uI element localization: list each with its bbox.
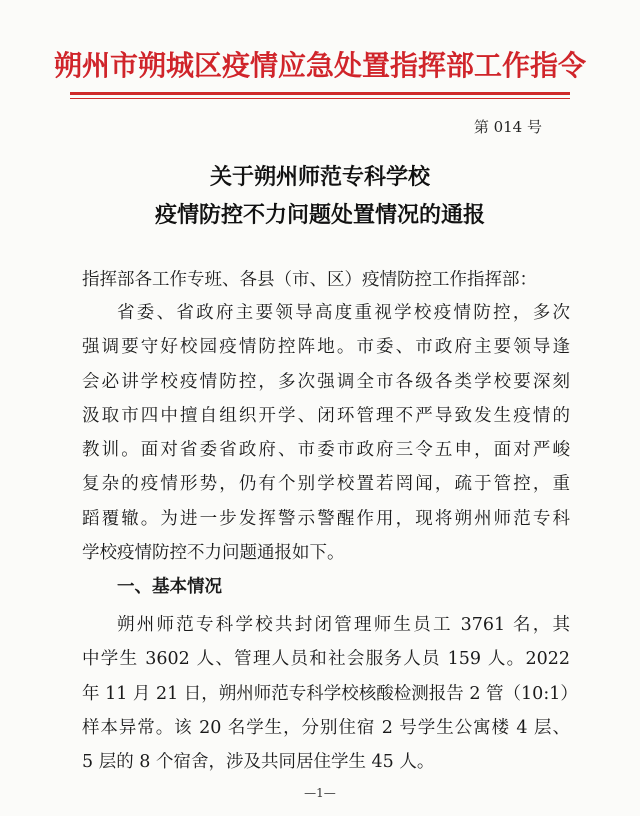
paragraph-line: 教训。面对省委省政府、市委市政府三令五申，面对严峻 bbox=[82, 440, 570, 461]
paragraph-1 bbox=[82, 296, 570, 570]
paragraph-line: 强调要守好校园疫情防控阵地。市委、市政府主要领导逢 bbox=[82, 337, 570, 358]
title-line-1: 关于朔州师范专科学校 bbox=[209, 164, 430, 190]
paragraph-line: 学校疫情防控不力问题通报如下。 bbox=[82, 543, 345, 564]
document-number: 第 014 号 bbox=[473, 118, 542, 136]
header-rule-thin bbox=[70, 98, 570, 99]
header-rule-thick bbox=[70, 92, 570, 95]
salutation: 指挥部各工作专班、各县（市、区）疫情防控工作指挥部： bbox=[82, 270, 537, 290]
paragraph-line: 会必讲学校疫情防控，多次强调全市各级各类学校要深刻 bbox=[82, 371, 570, 392]
page-number: —1— bbox=[304, 786, 336, 800]
section-heading: 一、基本情况 bbox=[117, 577, 222, 597]
paragraph-2 bbox=[82, 608, 578, 779]
paragraph-line: 朔州师范专科学校共封闭管理师生员工 3761 名，其 bbox=[117, 615, 570, 635]
title-line-2: 疫情防控不力问题处置情况的通报 bbox=[154, 202, 485, 228]
paragraph-line: 汲取市四中擅自组织开学、闭环管理不严导致发生疫情的 bbox=[82, 405, 570, 426]
document-header: 朔州市朔城区疫情应急处置指挥部工作指令 bbox=[53, 49, 586, 82]
paragraph-line: 样本异常。该 20 名学生，分别住宿 2 号学生公寓楼 4 层、 bbox=[82, 717, 570, 738]
paragraph-line: 省委、省政府主要领导高度重视学校疫情防控，多次 bbox=[117, 303, 570, 323]
paragraph-line: 蹈覆辙。为进一步发挥警示警醒作用，现将朔州师范专科 bbox=[82, 508, 570, 529]
paragraph-line: 中学生 3602 人、管理人员和社会服务人员 159 人。2022 bbox=[82, 649, 570, 670]
paragraph-line: 年 11 月 21 日，朔州师范专科学校核酸检测报告 2 管（10:1） bbox=[82, 683, 578, 704]
paragraph-line: 5 层的 8 个宿舍，涉及共同居住学生 45 人。 bbox=[82, 752, 435, 773]
paragraph-line: 复杂的疫情形势，仍有个别学校置若罔闻，疏于管控，重 bbox=[82, 474, 570, 495]
